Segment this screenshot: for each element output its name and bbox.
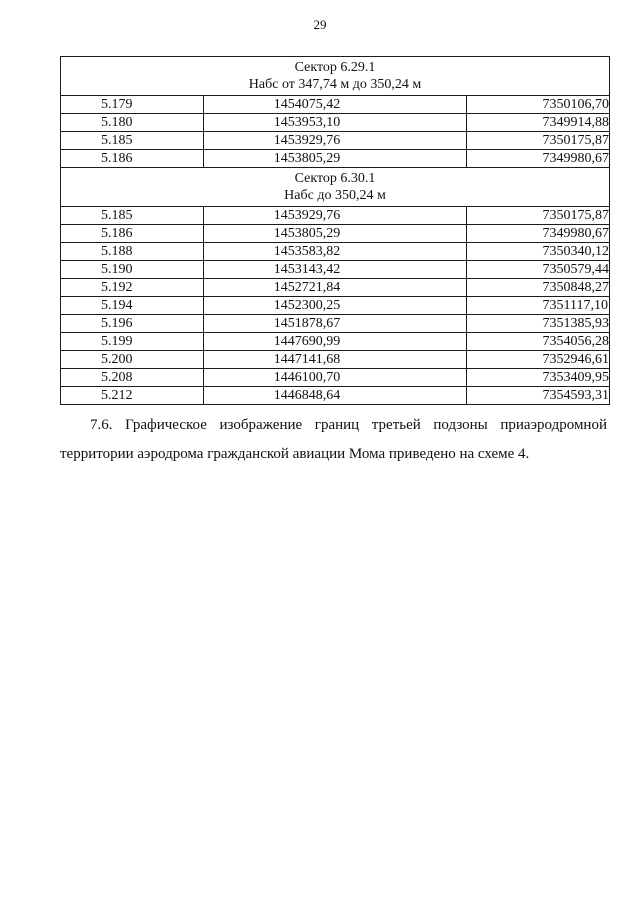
y-coordinate-cell: 7350175,87 (466, 132, 610, 150)
table-row (61, 207, 610, 225)
x-coordinate-cell: 1447141,68 (203, 351, 466, 369)
y-coordinate-cell: 7351117,10 (466, 297, 610, 315)
table-row (61, 96, 610, 114)
y-coordinate-cell: 7349914,88 (466, 114, 610, 132)
point-number-cell: 5.185 (61, 207, 204, 225)
point-number-cell: 5.196 (61, 315, 204, 333)
table-row (61, 297, 610, 315)
table-row (61, 369, 610, 387)
sector-header-row (61, 168, 610, 207)
x-coordinate-cell: 1453143,42 (203, 261, 466, 279)
x-coordinate-cell: 1452721,84 (203, 279, 466, 297)
table-row (61, 225, 610, 243)
sector-header-row (61, 57, 610, 96)
x-coordinate-cell: 1453929,76 (203, 207, 466, 225)
y-coordinate-cell: 7354593,31 (466, 387, 610, 405)
point-number-cell: 5.186 (61, 225, 204, 243)
coordinates-table-body (61, 57, 610, 405)
y-coordinate-cell: 7353409,95 (466, 369, 610, 387)
sector-header (61, 57, 610, 96)
y-coordinate-cell: 7350106,70 (466, 96, 610, 114)
point-number-cell: 5.199 (61, 333, 204, 351)
point-number-cell: 5.192 (61, 279, 204, 297)
y-coordinate-cell: 7351385,93 (466, 315, 610, 333)
sector-title: Сектор 6.30.1 (294, 171, 376, 186)
coordinates-table (60, 56, 610, 405)
point-number-cell: 5.190 (61, 261, 204, 279)
y-coordinate-cell: 7354056,28 (466, 333, 610, 351)
point-number-cell: 5.212 (61, 387, 204, 405)
point-number-cell: 5.208 (61, 369, 204, 387)
x-coordinate-cell: 1453805,29 (203, 225, 466, 243)
point-number-cell: 5.179 (61, 96, 204, 114)
x-coordinate-cell: 1453805,29 (203, 150, 466, 168)
x-coordinate-cell: 1452300,25 (203, 297, 466, 315)
table-row (61, 315, 610, 333)
y-coordinate-cell: 7350175,87 (466, 207, 610, 225)
sector-subtitle: Набс до 350,24 м (284, 188, 386, 203)
point-number-cell: 5.194 (61, 297, 204, 315)
point-number-cell: 5.200 (61, 351, 204, 369)
sector-header (61, 168, 610, 207)
y-coordinate-cell: 7350340,12 (466, 243, 610, 261)
table-row (61, 243, 610, 261)
x-coordinate-cell: 1446848,64 (203, 387, 466, 405)
x-coordinate-cell: 1453929,76 (203, 132, 466, 150)
table-row (61, 333, 610, 351)
x-coordinate-cell: 1454075,42 (203, 96, 466, 114)
table-row (61, 261, 610, 279)
x-coordinate-cell: 1453583,82 (203, 243, 466, 261)
x-coordinate-cell: 1453953,10 (203, 114, 466, 132)
point-number-cell: 5.185 (61, 132, 204, 150)
point-number-cell: 5.188 (61, 243, 204, 261)
table-row (61, 279, 610, 297)
y-coordinate-cell: 7350579,44 (466, 261, 610, 279)
sector-title: Сектор 6.29.1 (294, 60, 376, 75)
table-row (61, 114, 610, 132)
body-paragraph: 7.6. Графическое изображение границ третьей подзоны приаэродромной территории аэродрома гражданской авиации Мома приведено на схеме 4. (60, 417, 607, 462)
table-row (61, 387, 610, 405)
y-coordinate-cell: 7350848,27 (466, 279, 610, 297)
table-row (61, 150, 610, 168)
table-row (61, 132, 610, 150)
y-coordinate-cell: 7349980,67 (466, 225, 610, 243)
sector-subtitle: Набс от 347,74 м до 350,24 м (248, 77, 422, 92)
y-coordinate-cell: 7349980,67 (466, 150, 610, 168)
table-row (61, 351, 610, 369)
x-coordinate-cell: 1446100,70 (203, 369, 466, 387)
point-number-cell: 5.180 (61, 114, 204, 132)
x-coordinate-cell: 1447690,99 (203, 333, 466, 351)
point-number-cell: 5.186 (61, 150, 204, 168)
y-coordinate-cell: 7352946,61 (466, 351, 610, 369)
page-number: 29 (313, 17, 327, 32)
x-coordinate-cell: 1451878,67 (203, 315, 466, 333)
